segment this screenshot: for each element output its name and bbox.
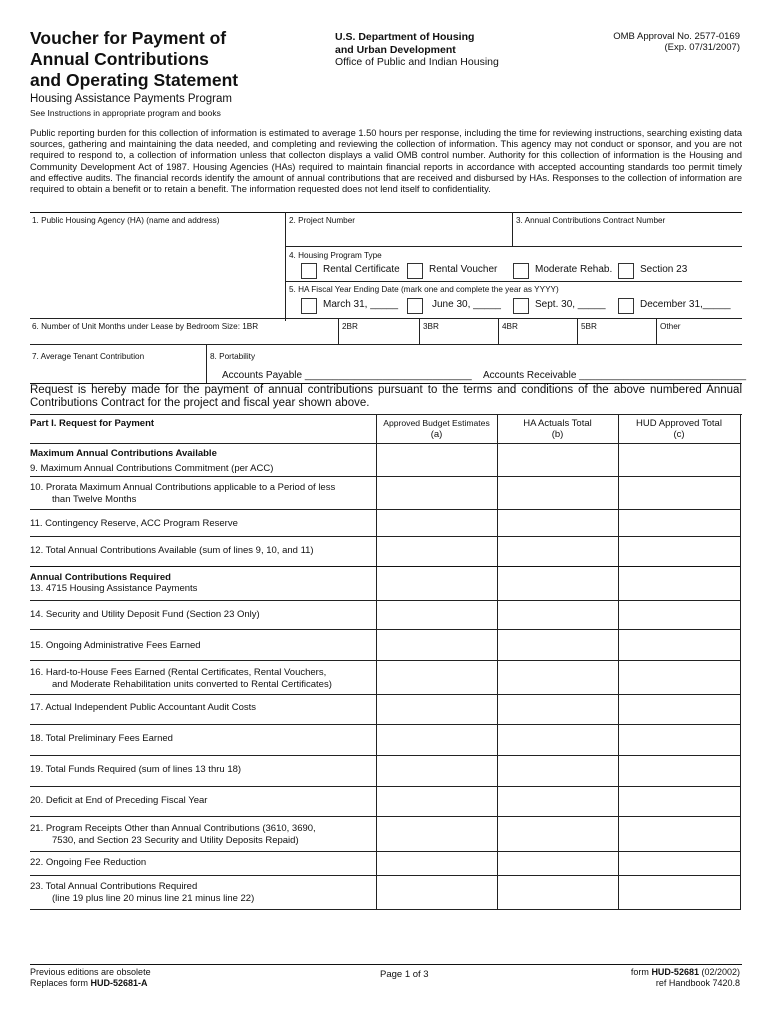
line-20: 20. Deficit at End of Preceding Fiscal Year bbox=[30, 795, 208, 806]
field-3-label: 3. Annual Contributions Contract Number bbox=[516, 216, 666, 225]
rule-7 bbox=[30, 344, 742, 345]
rule-col-b bbox=[497, 414, 498, 910]
page-number: Page 1 of 3 bbox=[380, 969, 429, 980]
line-23-text-1: 23. Total Annual Contributions Required bbox=[30, 881, 198, 892]
line-11: 11. Contingency Reserve, ACC Program Reserve bbox=[30, 518, 238, 529]
bedroom-2br-label: 2BR bbox=[342, 322, 358, 331]
rule-11 bbox=[30, 536, 740, 537]
agency-block bbox=[335, 31, 499, 69]
line-21 bbox=[30, 823, 375, 846]
col-c-title: HUD Approved Total bbox=[636, 418, 722, 429]
rule-footer bbox=[30, 964, 742, 965]
obsolete-note: Previous editions are obsolete bbox=[30, 967, 151, 977]
rule-col-c bbox=[618, 414, 619, 910]
bedroom-other-label: Other bbox=[660, 322, 681, 331]
line-9: 9. Maximum Annual Contributions Commitment (per ACC) bbox=[30, 463, 274, 474]
rule-9 bbox=[30, 476, 740, 477]
moderate-rehab-label: Moderate Rehab. bbox=[535, 264, 613, 275]
december-31-label: December 31,_____ bbox=[640, 299, 731, 310]
rule-18 bbox=[30, 755, 740, 756]
rental-voucher-label: Rental Voucher bbox=[429, 264, 498, 275]
rule-v-other bbox=[656, 318, 657, 344]
col-a-letter: (a) bbox=[430, 429, 443, 440]
rule-10 bbox=[30, 509, 740, 510]
line-21-text-2: 7530, and Section 23 Security and Utility Deposits Repaid) bbox=[52, 834, 299, 846]
line-13: 13. 4715 Housing Assistance Payments bbox=[30, 583, 198, 594]
field-4-label: 4. Housing Program Type bbox=[289, 251, 382, 260]
section-23-checkbox[interactable] bbox=[618, 263, 634, 279]
line-18: 18. Total Preliminary Fees Earned bbox=[30, 733, 173, 744]
line-16-text-1: 16. Hard-to-House Fees Earned (Rental Certificates, Rental Vouchers, bbox=[30, 667, 327, 678]
june-30-checkbox[interactable] bbox=[407, 298, 423, 314]
part-1-title: Part I. Request for Payment bbox=[30, 418, 155, 429]
rule-5 bbox=[285, 281, 742, 282]
rule-v-2 bbox=[512, 212, 513, 246]
col-b-header bbox=[497, 418, 618, 440]
acc-number-field[interactable] bbox=[516, 228, 740, 244]
rule-4 bbox=[285, 246, 742, 247]
line-10-text-2: than Twelve Months bbox=[52, 493, 137, 505]
rule-v-2br bbox=[338, 318, 339, 344]
form-number: HUD-52681 bbox=[651, 967, 699, 977]
ha-name-address-field[interactable] bbox=[32, 228, 282, 318]
rule-v-4br bbox=[498, 318, 499, 344]
accounts-receivable-field[interactable]: Accounts Receivable ______________________________ bbox=[483, 370, 747, 381]
rental-voucher-checkbox[interactable] bbox=[407, 263, 423, 279]
request-statement: Request is hereby made for the payment of annual contributions pursuant to the terms and conditions of the above numbered Annual Contributions Contract for the project and fiscal year shown above. bbox=[30, 384, 742, 409]
col-b-title: HA Actuals Total bbox=[523, 418, 592, 429]
rule-v-5br bbox=[577, 318, 578, 344]
rental-certificate-checkbox[interactable] bbox=[301, 263, 317, 279]
omb-expiration: (Exp. 07/31/2007) bbox=[664, 42, 740, 53]
rule-col-a bbox=[376, 414, 377, 910]
line-23-text-2: (line 19 plus line 20 minus line 21 minus line 22) bbox=[52, 892, 255, 904]
replaces-note bbox=[30, 978, 151, 989]
line-17: 17. Actual Independent Public Accountant Audit Costs bbox=[30, 702, 257, 713]
col-a-title: Approved Budget Estimates bbox=[383, 418, 490, 428]
line-10-text-1: 10. Prorata Maximum Annual Contributions applicable to a Period of less bbox=[30, 482, 336, 493]
form-date: (02/2002) bbox=[698, 967, 740, 977]
col-b-letter: (b) bbox=[551, 429, 564, 440]
office-name: Office of Public and Indian Housing bbox=[335, 56, 499, 68]
bedroom-3br-label: 3BR bbox=[423, 322, 439, 331]
omb-block bbox=[613, 31, 740, 53]
field-8-label: 8. Portability bbox=[210, 352, 256, 361]
accounts-payable-field[interactable]: Accounts Payable ______________________________ bbox=[222, 370, 472, 381]
bedroom-4br-label: 4BR bbox=[502, 322, 518, 331]
december-31-checkbox[interactable] bbox=[618, 298, 634, 314]
line-23 bbox=[30, 881, 375, 904]
agency-line-2: and Urban Development bbox=[335, 43, 456, 56]
rule-v-8 bbox=[206, 344, 207, 384]
replaces-form-number: HUD-52681-A bbox=[90, 978, 148, 988]
rule-17 bbox=[30, 724, 740, 725]
footer-right bbox=[631, 967, 740, 989]
rule-19 bbox=[30, 786, 740, 787]
section-required-heading: Annual Contributions Required bbox=[30, 572, 171, 583]
burden-statement: Public reporting burden for this collection of information is estimated to average 1.50 hours per response, including the time for reviewing instructions, searching existing data sources, gathering and maintaining the data needed, and completing and reviewing the collection of information. This agency may not conduct or sponsor, and you are not required to respond to, a collection of information unless that collecton displays a valid OMB control number. Authority for this collection of information is the Housing and Community Development Act of 1987. Housing Agencies (HAs) required to maintain financial reports in accordance with accepted accounting standards too permit timely and effective audits. The financial records identify the amount of annual contributions that are received and disbursed by HAs. Responses to the collection of information are required to obtain a benefit or to retain a benefit. The information requested does not lend itself to confidentiality. bbox=[30, 128, 742, 195]
title-line-2: Annual Contributions bbox=[30, 49, 209, 69]
rule-col-end bbox=[740, 414, 741, 910]
footer-left bbox=[30, 967, 151, 989]
rule-15 bbox=[30, 660, 740, 661]
line-16-text-2: and Moderate Rehabilitation units converted to Rental Certificates) bbox=[52, 678, 332, 690]
bedroom-5br-label: 5BR bbox=[581, 322, 597, 331]
field-7-label: 7. Average Tenant Contribution bbox=[32, 352, 145, 361]
col-c-letter: (c) bbox=[673, 429, 685, 440]
rule-21 bbox=[30, 851, 740, 852]
line-16 bbox=[30, 667, 375, 690]
sept-30-checkbox[interactable] bbox=[513, 298, 529, 314]
line-14: 14. Security and Utility Deposit Fund (Section 23 Only) bbox=[30, 609, 260, 620]
rule-16 bbox=[30, 694, 740, 695]
rule-22 bbox=[30, 875, 740, 876]
instructions-note: See Instructions in appropriate program and books bbox=[30, 108, 221, 118]
agency-line-1: U.S. Department of Housing bbox=[335, 31, 475, 43]
line-15: 15. Ongoing Administrative Fees Earned bbox=[30, 640, 201, 651]
title-line-1: Voucher for Payment of bbox=[30, 28, 227, 48]
rule-14 bbox=[30, 629, 740, 630]
line-19: 19. Total Funds Required (sum of lines 13 thru 18) bbox=[30, 764, 242, 775]
rule-header-bottom bbox=[30, 443, 740, 444]
field-6-label: 6. Number of Unit Months under Lease by Bedroom Size: 1BR bbox=[32, 322, 259, 331]
col-c-header bbox=[618, 418, 740, 440]
june-30-label: June 30, _____ bbox=[432, 299, 501, 310]
rule-v-1 bbox=[285, 212, 286, 321]
line-22: 22. Ongoing Fee Reduction bbox=[30, 857, 147, 868]
form-title bbox=[30, 28, 300, 91]
title-line-3: and Operating Statement bbox=[30, 70, 239, 90]
rule-20 bbox=[30, 816, 740, 817]
replaces-prefix: Replaces form bbox=[30, 978, 91, 988]
omb-number: OMB Approval No. 2577-0169 bbox=[613, 31, 740, 42]
rule-23 bbox=[30, 909, 740, 910]
form-prefix: form bbox=[630, 967, 652, 977]
rule-top bbox=[30, 212, 742, 213]
col-a-header bbox=[376, 418, 497, 440]
project-number-field[interactable] bbox=[289, 228, 509, 244]
march-31-checkbox[interactable] bbox=[301, 298, 317, 314]
section-23-label: Section 23 bbox=[640, 264, 688, 275]
program-name: Housing Assistance Payments Program bbox=[30, 93, 232, 105]
line-10 bbox=[30, 482, 375, 505]
rule-6 bbox=[30, 318, 742, 319]
moderate-rehab-checkbox[interactable] bbox=[513, 263, 529, 279]
section-available-heading: Maximum Annual Contributions Available bbox=[30, 448, 217, 459]
rule-13 bbox=[30, 600, 740, 601]
rule-v-3br bbox=[419, 318, 420, 344]
handbook-ref: ref Handbook 7420.8 bbox=[655, 978, 740, 988]
march-31-label: March 31, _____ bbox=[323, 299, 399, 310]
line-12: 12. Total Annual Contributions Available (sum of lines 9, 10, and 11) bbox=[30, 545, 314, 556]
field-1-label: 1. Public Housing Agency (HA) (name and address) bbox=[32, 216, 220, 225]
sept-30-label: Sept. 30, _____ bbox=[535, 299, 606, 310]
form-number-line bbox=[631, 967, 740, 978]
line-21-text-1: 21. Program Receipts Other than Annual Contributions (3610, 3690, bbox=[30, 823, 316, 834]
rule-part1-top bbox=[30, 414, 742, 415]
rental-certificate-label: Rental Certificate bbox=[323, 264, 400, 275]
rule-12 bbox=[30, 566, 740, 567]
field-5-label: 5. HA Fiscal Year Ending Date (mark one and complete the year as YYYY) bbox=[289, 285, 559, 294]
field-2-label: 2. Project Number bbox=[289, 216, 355, 225]
